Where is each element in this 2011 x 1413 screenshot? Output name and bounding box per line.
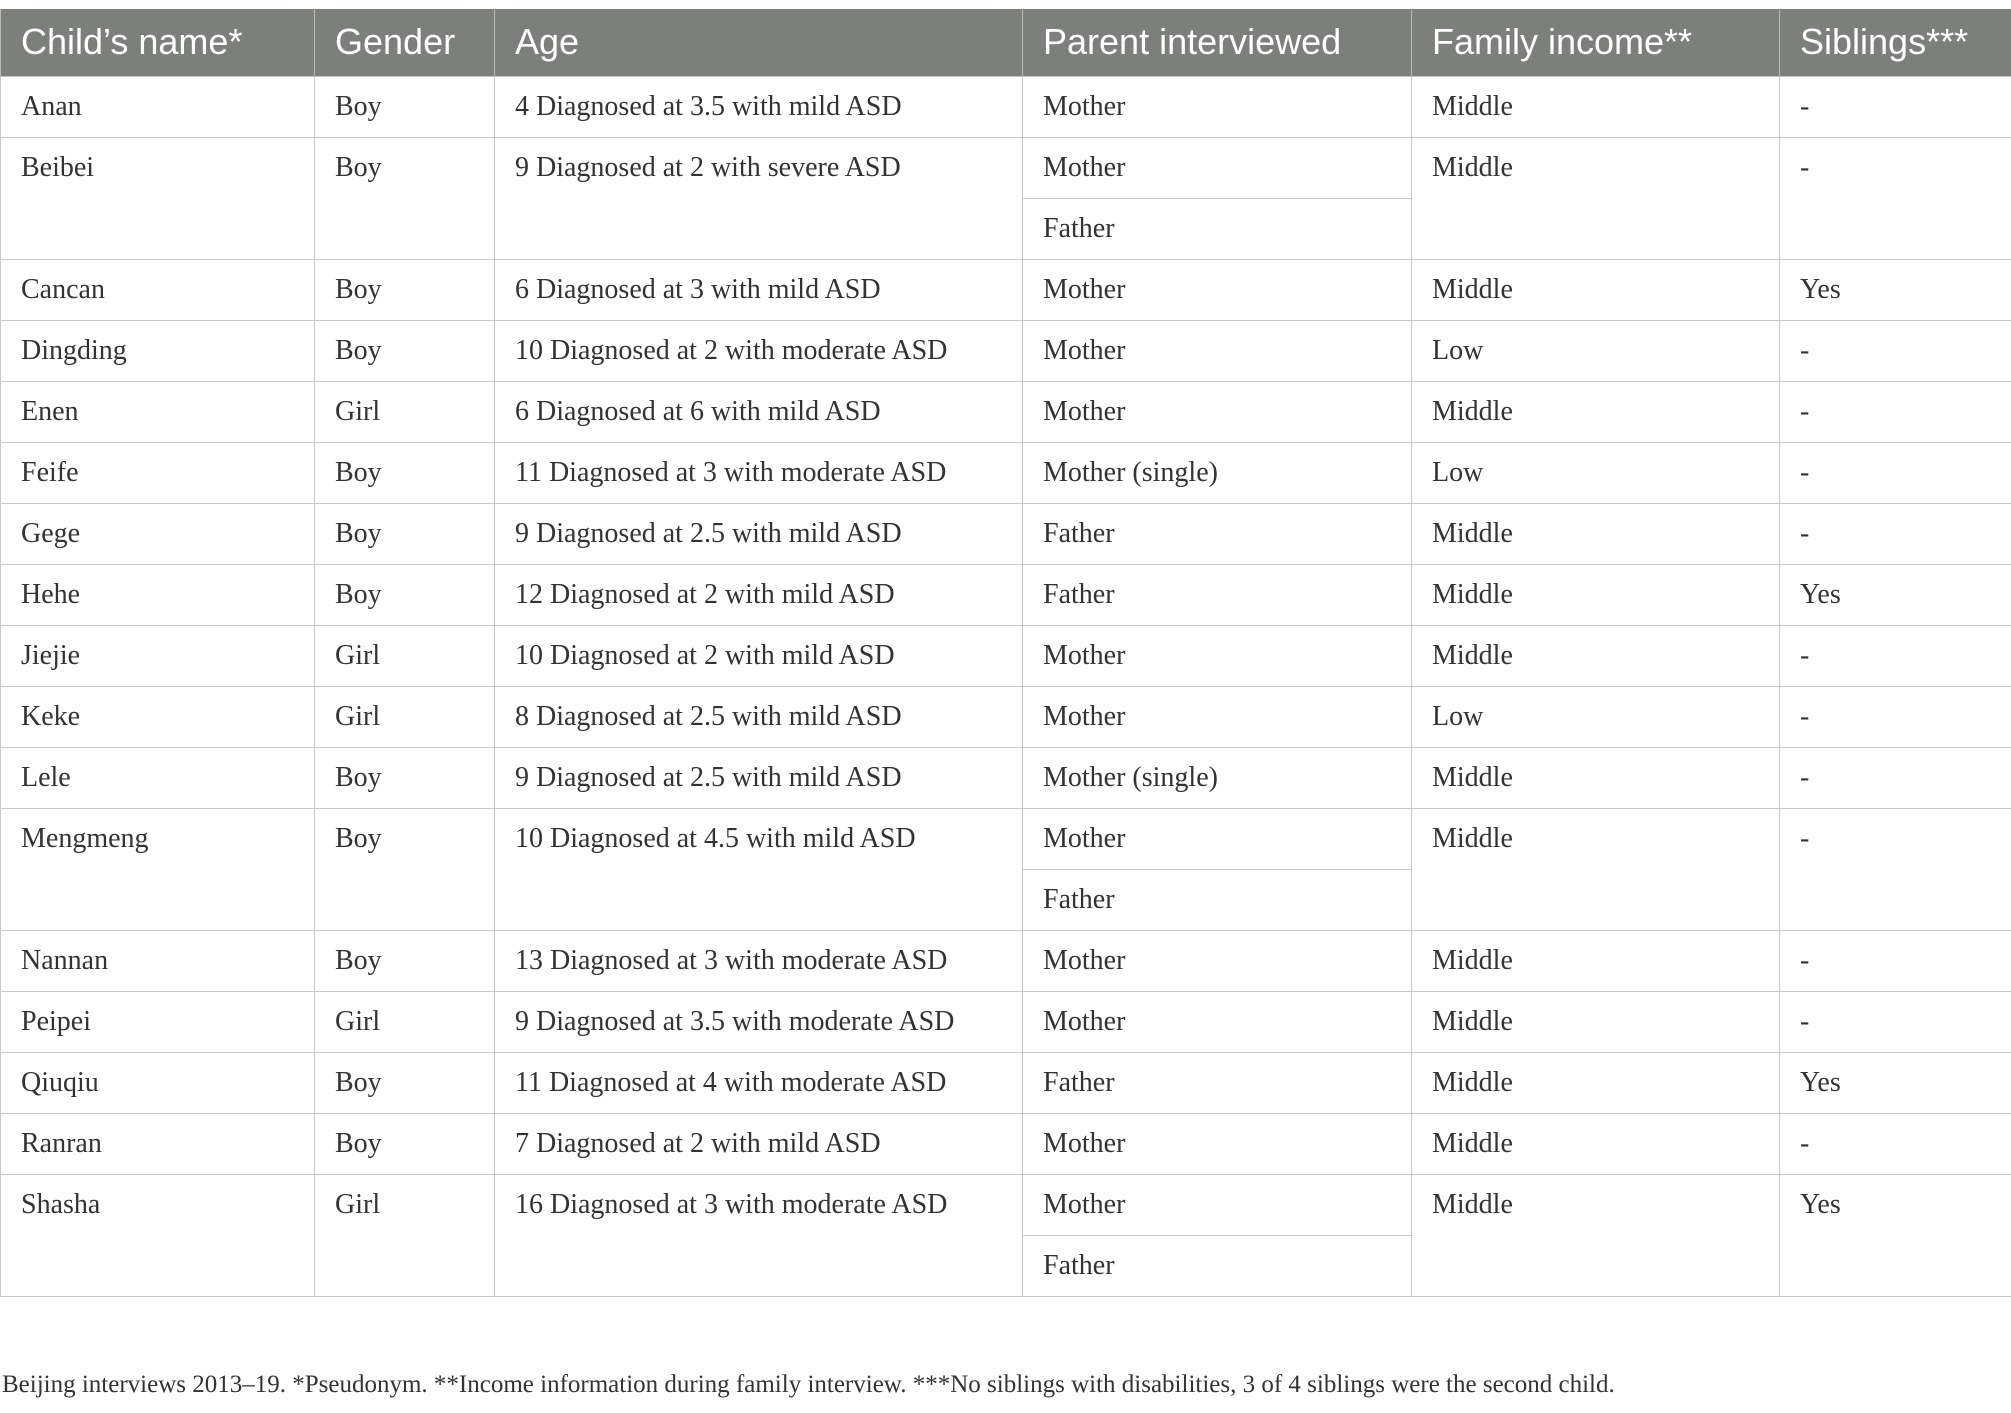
cell-child-name: Dingding	[1, 320, 315, 381]
cell-family-income: Middle	[1412, 1113, 1780, 1174]
header-row	[1, 9, 2011, 76]
cell-siblings: -	[1780, 1113, 2011, 1174]
cell-siblings: Yes	[1780, 1174, 2011, 1296]
cell-parent-interviewed: Father	[1023, 503, 1412, 564]
cell-family-income: Low	[1412, 320, 1780, 381]
cell-siblings: -	[1780, 442, 2011, 503]
table-row	[1, 808, 2011, 869]
cell-child-name: Lele	[1, 747, 315, 808]
cell-siblings: -	[1780, 991, 2011, 1052]
cell-parent-interviewed: Mother (single)	[1023, 747, 1412, 808]
cell-child-name: Mengmeng	[1, 808, 315, 930]
cell-parent-interviewed: Mother	[1023, 930, 1412, 991]
header-gender: Gender	[315, 9, 495, 76]
cell-parent-interviewed: Mother (single)	[1023, 442, 1412, 503]
table-header	[1, 9, 2011, 76]
table-row	[1, 259, 2011, 320]
cell-siblings: -	[1780, 76, 2011, 137]
cell-parent-interviewed: Mother	[1023, 1113, 1412, 1174]
cell-gender: Boy	[315, 259, 495, 320]
cell-family-income: Middle	[1412, 1052, 1780, 1113]
cell-family-income: Middle	[1412, 1174, 1780, 1296]
cell-parent-interviewed: Mother	[1023, 1174, 1412, 1235]
cell-parent-interviewed: Mother	[1023, 320, 1412, 381]
cell-family-income: Middle	[1412, 808, 1780, 930]
cell-age: 10 Diagnosed at 2 with mild ASD	[495, 625, 1023, 686]
cell-parent-interviewed: Mother	[1023, 137, 1412, 198]
cell-family-income: Low	[1412, 686, 1780, 747]
cell-age: 8 Diagnosed at 2.5 with mild ASD	[495, 686, 1023, 747]
cell-age: 9 Diagnosed at 3.5 with moderate ASD	[495, 991, 1023, 1052]
cell-child-name: Keke	[1, 686, 315, 747]
cell-child-name: Anan	[1, 76, 315, 137]
cell-siblings: -	[1780, 625, 2011, 686]
cell-child-name: Qiuqiu	[1, 1052, 315, 1113]
cell-gender: Boy	[315, 747, 495, 808]
cell-parent-interviewed: Father	[1023, 1052, 1412, 1113]
cell-parent-interviewed: Father	[1023, 564, 1412, 625]
table-row	[1, 381, 2011, 442]
cell-age: 9 Diagnosed at 2 with severe ASD	[495, 137, 1023, 259]
cell-age: 10 Diagnosed at 2 with moderate ASD	[495, 320, 1023, 381]
cell-gender: Girl	[315, 625, 495, 686]
table-row	[1, 1174, 2011, 1235]
cell-age: 6 Diagnosed at 6 with mild ASD	[495, 381, 1023, 442]
header-age: Age	[495, 9, 1023, 76]
cell-age: 4 Diagnosed at 3.5 with mild ASD	[495, 76, 1023, 137]
cell-family-income: Middle	[1412, 381, 1780, 442]
table-row	[1, 1113, 2011, 1174]
cell-family-income: Middle	[1412, 76, 1780, 137]
header-child-name: Child’s name*	[1, 9, 315, 76]
cell-parent-interviewed: Father	[1023, 1235, 1412, 1296]
cell-family-income: Middle	[1412, 930, 1780, 991]
cell-family-income: Middle	[1412, 747, 1780, 808]
cell-siblings: Yes	[1780, 259, 2011, 320]
data-table	[0, 9, 2011, 1297]
cell-siblings: -	[1780, 381, 2011, 442]
cell-gender: Girl	[315, 381, 495, 442]
cell-age: 9 Diagnosed at 2.5 with mild ASD	[495, 503, 1023, 564]
cell-parent-interviewed: Mother	[1023, 76, 1412, 137]
cell-gender: Boy	[315, 808, 495, 930]
cell-age: 10 Diagnosed at 4.5 with mild ASD	[495, 808, 1023, 930]
cell-child-name: Jiejie	[1, 625, 315, 686]
cell-gender: Boy	[315, 1113, 495, 1174]
header-family-income: Family income**	[1412, 9, 1780, 76]
header-parent-interviewed: Parent interviewed	[1023, 9, 1412, 76]
cell-gender: Boy	[315, 564, 495, 625]
table-row	[1, 564, 2011, 625]
cell-parent-interviewed: Mother	[1023, 625, 1412, 686]
cell-gender: Girl	[315, 686, 495, 747]
cell-siblings: -	[1780, 503, 2011, 564]
cell-age: 11 Diagnosed at 4 with moderate ASD	[495, 1052, 1023, 1113]
table-row	[1, 320, 2011, 381]
cell-child-name: Enen	[1, 381, 315, 442]
cell-gender: Boy	[315, 442, 495, 503]
cell-parent-interviewed: Mother	[1023, 381, 1412, 442]
cell-siblings: -	[1780, 137, 2011, 259]
cell-siblings: -	[1780, 686, 2011, 747]
table-row	[1, 76, 2011, 137]
cell-child-name: Beibei	[1, 137, 315, 259]
cell-gender: Girl	[315, 1174, 495, 1296]
cell-gender: Boy	[315, 320, 495, 381]
cell-age: 12 Diagnosed at 2 with mild ASD	[495, 564, 1023, 625]
cell-family-income: Middle	[1412, 564, 1780, 625]
cell-child-name: Gege	[1, 503, 315, 564]
cell-gender: Boy	[315, 930, 495, 991]
cell-parent-interviewed: Mother	[1023, 686, 1412, 747]
cell-siblings: Yes	[1780, 564, 2011, 625]
table-body	[1, 76, 2011, 1296]
cell-child-name: Feife	[1, 442, 315, 503]
cell-gender: Girl	[315, 991, 495, 1052]
cell-gender: Boy	[315, 503, 495, 564]
cell-parent-interviewed: Mother	[1023, 259, 1412, 320]
cell-child-name: Shasha	[1, 1174, 315, 1296]
cell-child-name: Hehe	[1, 564, 315, 625]
cell-child-name: Ranran	[1, 1113, 315, 1174]
table-row	[1, 137, 2011, 198]
cell-age: 11 Diagnosed at 3 with moderate ASD	[495, 442, 1023, 503]
cell-siblings: -	[1780, 747, 2011, 808]
cell-family-income: Middle	[1412, 137, 1780, 259]
cell-child-name: Nannan	[1, 930, 315, 991]
cell-siblings: Yes	[1780, 1052, 2011, 1113]
cell-siblings: -	[1780, 930, 2011, 991]
cell-gender: Boy	[315, 76, 495, 137]
table-footnote: Beijing interviews 2013–19. *Pseudonym. **Income information during family interview. ***No siblings with disabilities, 3 of 4 siblings were the second child.	[2, 1371, 1615, 1398]
table-row	[1, 930, 2011, 991]
table-row	[1, 686, 2011, 747]
cell-gender: Boy	[315, 1052, 495, 1113]
table-row	[1, 442, 2011, 503]
cell-age: 6 Diagnosed at 3 with mild ASD	[495, 259, 1023, 320]
cell-age: 16 Diagnosed at 3 with moderate ASD	[495, 1174, 1023, 1296]
cell-siblings: -	[1780, 808, 2011, 930]
cell-family-income: Middle	[1412, 503, 1780, 564]
table-row	[1, 503, 2011, 564]
table-row	[1, 747, 2011, 808]
cell-family-income: Low	[1412, 442, 1780, 503]
cell-child-name: Peipei	[1, 991, 315, 1052]
cell-parent-interviewed: Mother	[1023, 808, 1412, 869]
table-row	[1, 625, 2011, 686]
table-row	[1, 991, 2011, 1052]
cell-siblings: -	[1780, 320, 2011, 381]
cell-age: 13 Diagnosed at 3 with moderate ASD	[495, 930, 1023, 991]
header-siblings: Siblings***	[1780, 9, 2011, 76]
cell-family-income: Middle	[1412, 259, 1780, 320]
cell-parent-interviewed: Mother	[1023, 991, 1412, 1052]
table-row	[1, 1052, 2011, 1113]
cell-child-name: Cancan	[1, 259, 315, 320]
cell-age: 7 Diagnosed at 2 with mild ASD	[495, 1113, 1023, 1174]
cell-gender: Boy	[315, 137, 495, 259]
cell-parent-interviewed: Father	[1023, 869, 1412, 930]
cell-age: 9 Diagnosed at 2.5 with mild ASD	[495, 747, 1023, 808]
cell-family-income: Middle	[1412, 991, 1780, 1052]
cell-parent-interviewed: Father	[1023, 198, 1412, 259]
cell-family-income: Middle	[1412, 625, 1780, 686]
